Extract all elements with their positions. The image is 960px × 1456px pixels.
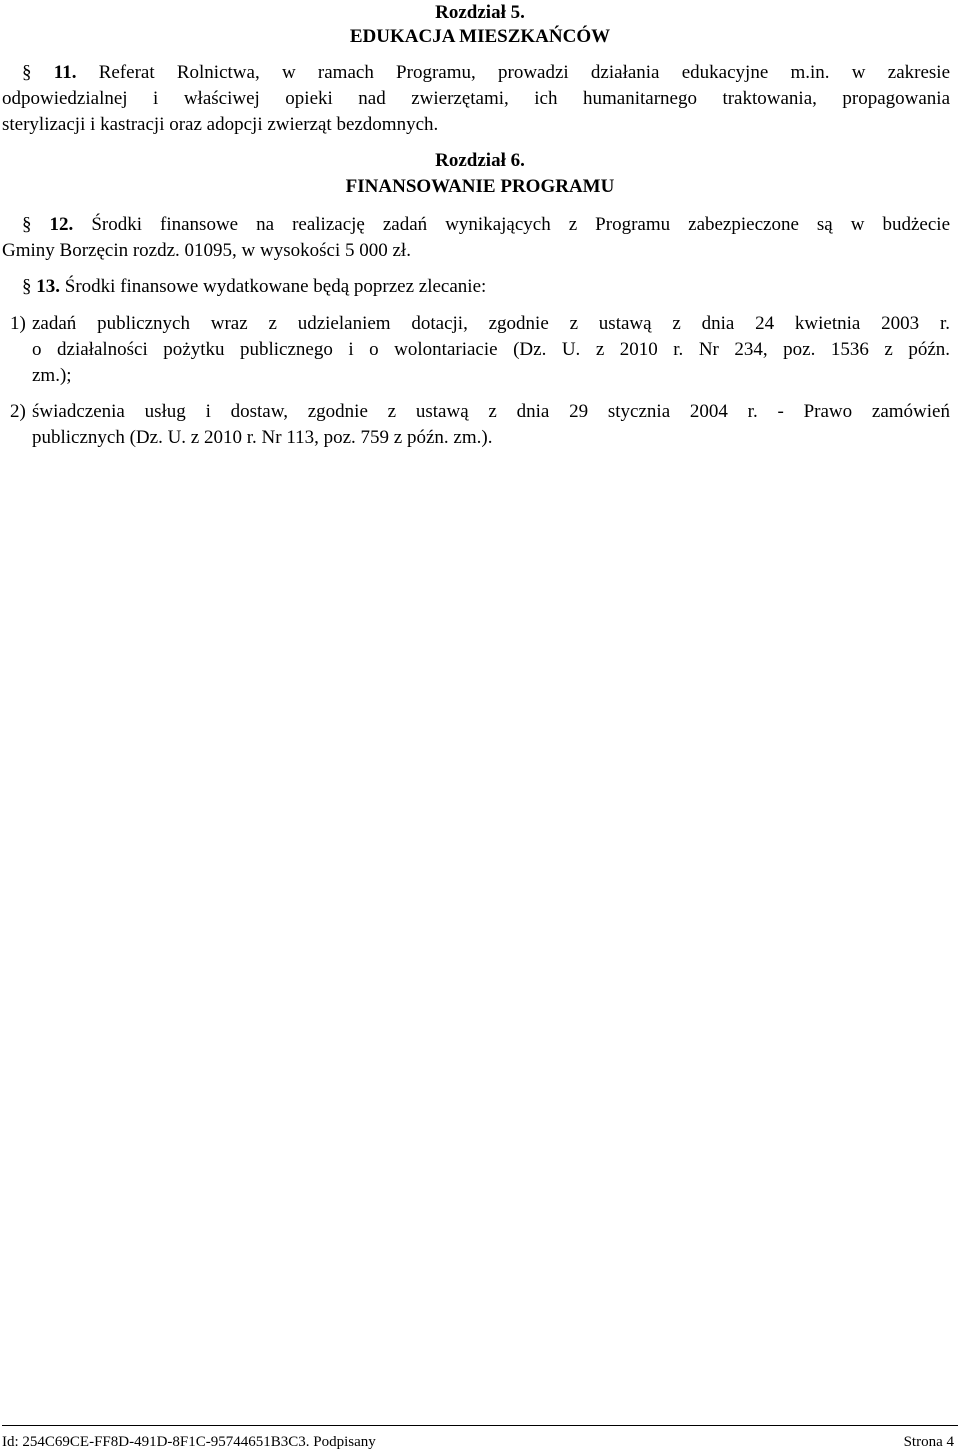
list-item-2-body <box>32 399 950 451</box>
paragraph-11-number: 11. <box>53 62 77 83</box>
paragraph-11 <box>2 60 950 138</box>
paragraph-12-line-1 <box>2 212 950 238</box>
paragraph-12-line-2: Gminy Borzęcin rozdz. 01095, w wysokości 5 000 zł. <box>2 240 411 261</box>
section-sign: § <box>22 62 32 83</box>
paragraph-11-line-2: odpowiedzialnej i właściwej opieki nad zwierzętami, ich humanitarnego traktowania, propagowania <box>2 88 950 109</box>
section-sign: § <box>22 276 32 297</box>
list-item-2 <box>10 399 950 451</box>
section-sign: § <box>22 214 32 235</box>
paragraph-12-text-1: Środki finansowe na realizację zadań wynikających z Programu zabezpieczone są w budżecie <box>91 214 951 235</box>
list-item-1-body <box>32 311 950 389</box>
list-item-2-line-2: publicznych (Dz. U. z 2010 r. Nr 113, poz. 759 z późn. zm.). <box>32 427 493 448</box>
paragraph-13-number: 13. <box>36 276 60 297</box>
paragraph-11-text-1: Referat Rolnictwa, w ramach Programu, prowadzi działania edukacyjne m.in. w zakresie <box>98 62 950 83</box>
chapter-6-subtitle: FINANSOWANIE PROGRAMU <box>345 176 615 197</box>
list-item-1-line-1: zadań publicznych wraz z udzielaniem dotacji, zgodnie z ustawą z dnia 24 kwietnia 2003 r. <box>32 313 950 334</box>
paragraph-12 <box>2 212 950 264</box>
list-item-2-marker: 2) <box>10 401 26 422</box>
chapter-5-title: Rozdział 5. <box>435 2 525 23</box>
list-item-1-marker: 1) <box>10 313 26 334</box>
chapter-6-title: Rozdział 6. <box>435 150 525 171</box>
paragraph-13 <box>2 274 950 300</box>
list-item-1 <box>10 311 950 389</box>
list-item-1-line-3: zm.); <box>32 365 72 386</box>
paragraph-12-number: 12. <box>49 214 74 235</box>
paragraph-11-line-1 <box>2 60 950 86</box>
paragraph-13-text: Środki finansowe wydatkowane będą poprzez zlecanie: <box>64 276 487 297</box>
paragraph-11-line-3: sterylizacji i kastracji oraz adopcji zwierząt bezdomnych. <box>2 114 439 135</box>
footer-page-number: Strona 4 <box>903 1434 954 1450</box>
paragraph-13-line-1 <box>2 274 950 300</box>
footer-document-id: Id: 254C69CE-FF8D-491D-8F1C-95744651B3C3. Podpisany <box>2 1434 376 1450</box>
list-item-1-line-2: o działalności pożytku publicznego i o wolontariacie (Dz. U. z 2010 r. Nr 234, poz. 1536 z późn. <box>32 339 950 360</box>
chapter-5-subtitle: EDUKACJA MIESZKAŃCÓW <box>349 26 611 47</box>
footer-divider <box>2 1425 958 1426</box>
list-item-2-line-1: świadczenia usług i dostaw, zgodnie z ustawą z dnia 29 stycznia 2004 r. - Prawo zamówień <box>32 401 950 422</box>
